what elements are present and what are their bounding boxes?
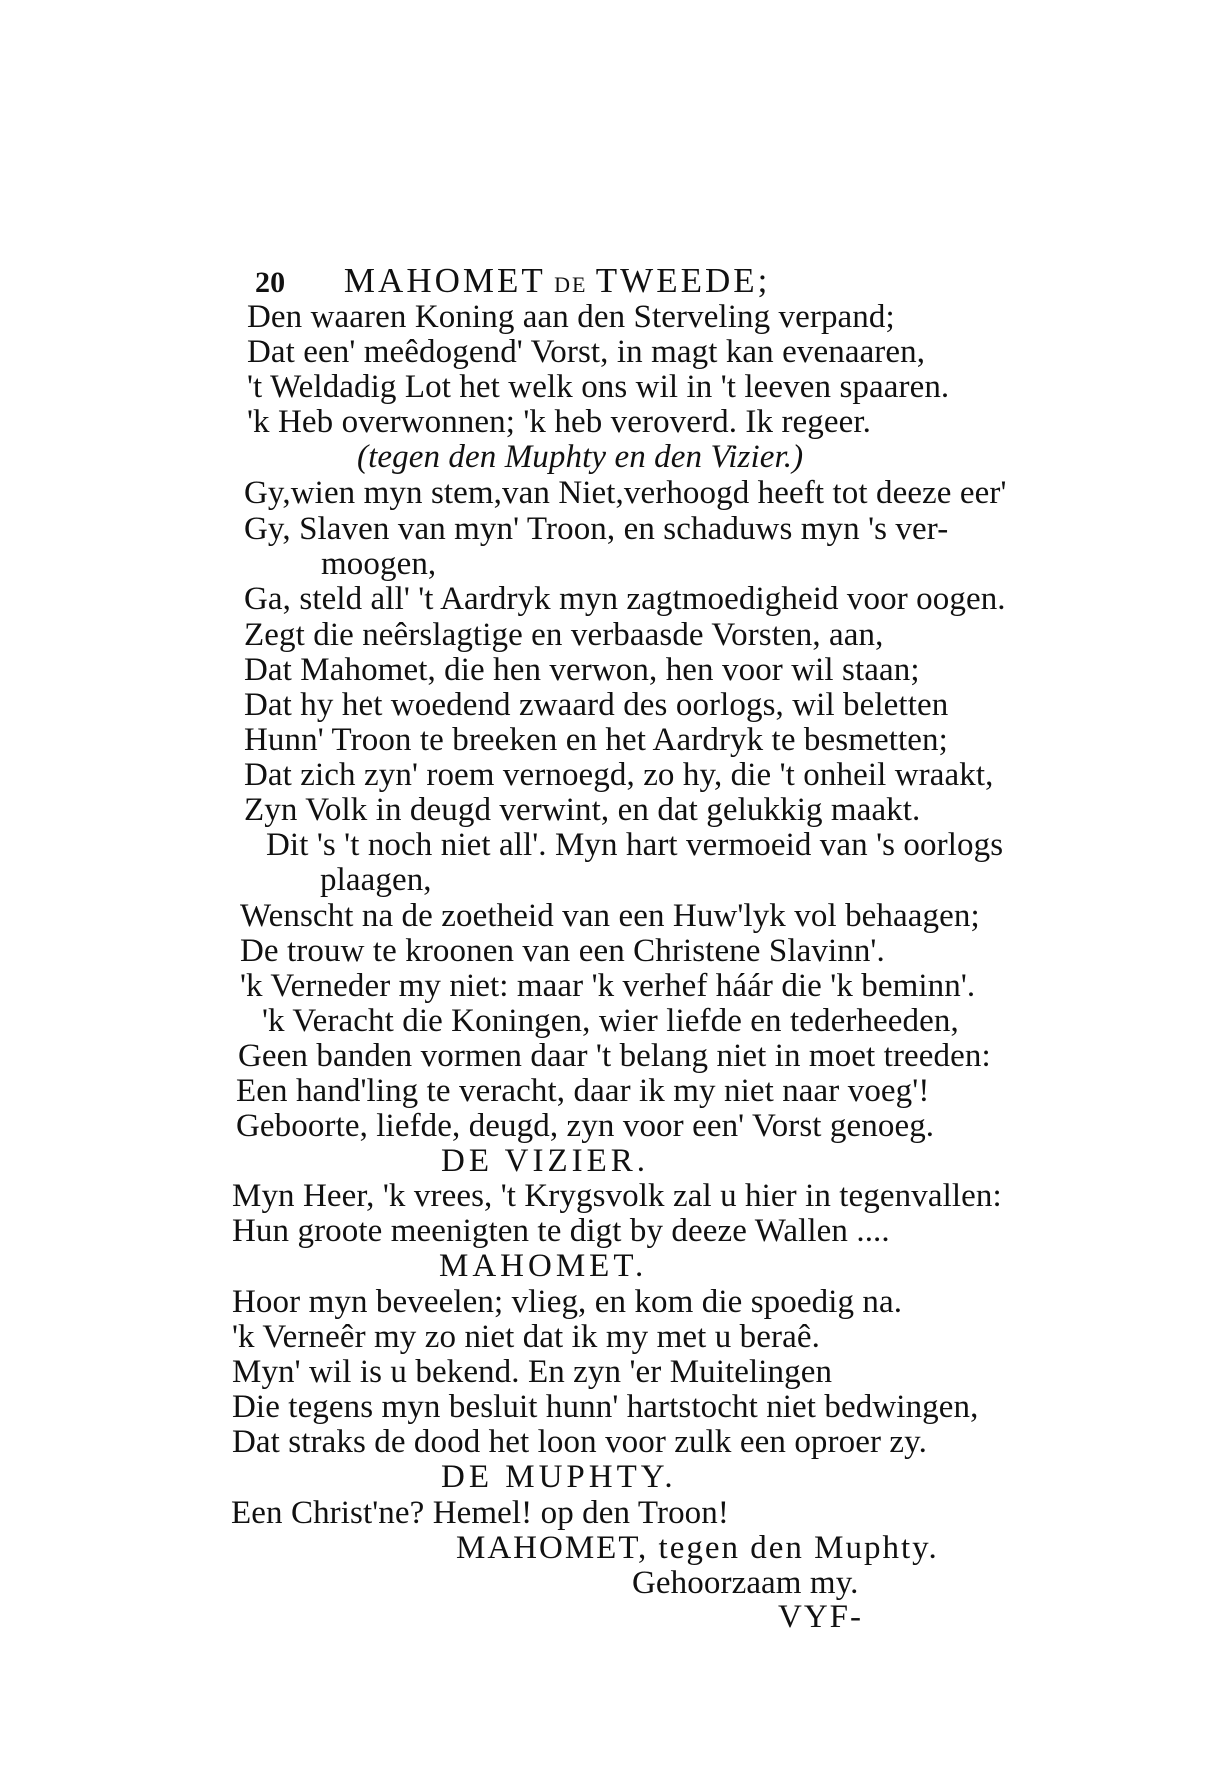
verse-line: Zyn Volk in deugd verwint, en dat gelukkig maakt. xyxy=(244,792,921,828)
verse-line: Dat hy het woedend zwaard des oorlogs, wil beletten xyxy=(244,687,949,723)
verse-line: De trouw te kroonen van een Christene Slavinn'. xyxy=(240,933,885,969)
verse-line: 'k Verneder my niet: maar 'k verhef háár die 'k beminn'. xyxy=(240,968,976,1004)
verse-line: Den waaren Koning aan den Sterveling verpand; xyxy=(247,299,895,335)
verse-line: Myn Heer, 'k vrees, 't Krygsvolk zal u hier in tegenvallen: xyxy=(232,1178,1002,1214)
verse-line: Die tegens myn besluit hunn' hartstocht niet bedwingen, xyxy=(232,1389,979,1425)
header-title-part1: MAHOMET xyxy=(343,261,546,300)
verse-line: Een Christ'ne? Hemel! op den Troon! xyxy=(231,1495,729,1531)
verse-line: 'k Verneêr my zo niet dat ik my met u beraê. xyxy=(232,1319,820,1355)
catchword: VYF- xyxy=(778,1599,864,1635)
verse-line: 'k Heb overwonnen; 'k heb veroverd. Ik regeer. xyxy=(247,404,872,440)
verse-line-continuation: plaagen, xyxy=(320,862,432,898)
header-title-de: DE xyxy=(554,272,588,297)
verse-line: Dat zich zyn' roem vernoegd, zo hy, die 't onheil wraakt, xyxy=(244,757,994,793)
verse-line: Hunn' Troon te breeken en het Aardryk te besmetten; xyxy=(244,722,948,758)
verse-line: Zegt die neêrslagtige en verbaasde Vorsten, aan, xyxy=(244,617,884,653)
verse-line: Wenscht na de zoetheid van een Huw'lyk vol behaagen; xyxy=(240,898,980,934)
verse-line: Een hand'ling te veracht, daar ik my niet naar voeg'! xyxy=(236,1073,930,1109)
verse-line: Myn' wil is u bekend. En zyn 'er Muitelingen xyxy=(232,1354,833,1390)
speaker-name: MAHOMET. xyxy=(439,1248,648,1284)
verse-line: Gy,wien myn stem,van Niet,verhoogd heeft tot deeze eer' xyxy=(244,475,1007,511)
header-title-part2: TWEEDE; xyxy=(595,261,771,300)
verse-line: 'k Veracht die Koningen, wier liefde en tederheeden, xyxy=(262,1003,959,1039)
verse-line: Dat Mahomet, die hen verwon, hen voor wil staan; xyxy=(244,652,920,688)
speaker-name: DE VIZIER. xyxy=(441,1143,650,1179)
verse-line: Hoor myn beveelen; vlieg, en kom die spoedig na. xyxy=(232,1284,903,1320)
page-number: 20 xyxy=(255,266,286,299)
verse-line: Dat een' meêdogend' Vorst, in magt kan evenaaren, xyxy=(247,334,926,370)
verse-line: Gehoorzaam my. xyxy=(632,1565,859,1601)
verse-line: Geen banden vormen daar 't belang niet in moet treeden: xyxy=(238,1038,991,1074)
stage-direction: (tegen den Muphty en den Vizier.) xyxy=(357,439,804,475)
speaker-name: DE MUPHTY. xyxy=(441,1459,677,1495)
verse-line: Gy, Slaven van myn' Troon, en schaduws myn 's ver- xyxy=(244,511,949,547)
verse-line: Hun groote meenigten te digt by deeze Wallen .... xyxy=(232,1213,890,1249)
verse-line: 't Weldadig Lot het welk ons wil in 't leeven spaaren. xyxy=(247,369,950,405)
verse-line: Dat straks de dood het loon voor zulk een oproer zy. xyxy=(232,1424,927,1460)
verse-line: Ga, steld all' 't Aardryk myn zagtmoedigheid voor oogen. xyxy=(244,581,1006,617)
verse-line-continuation: moogen, xyxy=(321,546,437,582)
verse-line: Dit 's 't noch niet all'. Myn hart vermoeid van 's oorlogs xyxy=(266,827,1004,863)
verse-line: Geboorte, liefde, deugd, zyn voor een' Vorst genoeg. xyxy=(236,1108,935,1144)
speaker-name-with-direction: MAHOMET, tegen den Muphty. xyxy=(456,1530,939,1566)
